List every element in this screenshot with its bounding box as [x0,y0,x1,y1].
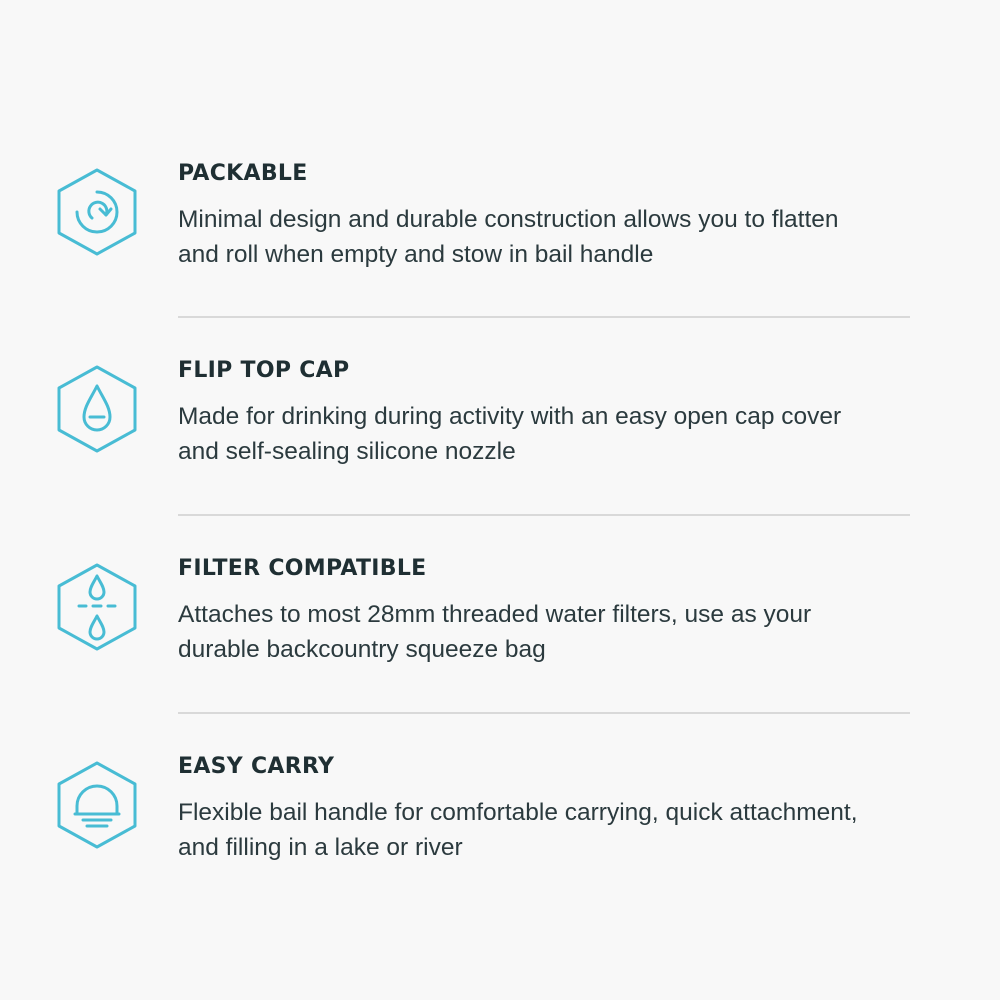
feature-description [178,795,918,865]
filter-drops-icon [55,562,139,652]
feature-description-line: Flexible bail handle for comfortable carrying, quick attachment, [178,799,858,826]
feature-title: FILTER COMPATIBLE [178,556,427,581]
feature-description-line: and filling in a lake or river [178,834,463,861]
feature-description-line: Minimal design and durable construction allows you to flatten [178,206,839,233]
feature-description-line: Attaches to most 28mm threaded water filters, use as your [178,601,812,628]
divider [178,514,910,516]
feature-description-line: and roll when empty and stow in bail handle [178,241,654,268]
water-drop-icon [55,364,139,454]
feature-title: EASY CARRY [178,754,335,779]
feature-description-line: Made for drinking during activity with an easy open cap cover [178,403,842,430]
feature-title: FLIP TOP CAP [178,358,350,383]
divider [178,316,910,318]
bail-handle-icon [55,760,139,850]
feature-description-line: and self-sealing silicone nozzle [178,438,516,465]
feature-description [178,597,918,667]
feature-description [178,202,918,272]
feature-description-line: durable backcountry squeeze bag [178,636,546,663]
feature-title: PACKABLE [178,161,308,186]
roll-arrow-icon [55,167,139,257]
divider [178,712,910,714]
feature-description [178,399,918,469]
